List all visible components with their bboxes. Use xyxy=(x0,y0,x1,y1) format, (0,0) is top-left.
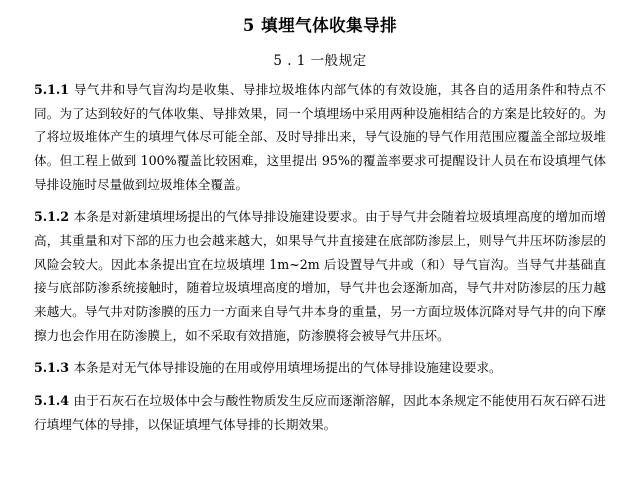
paragraph-5-1-4 xyxy=(34,389,606,436)
paragraph-text: 本条是对无气体导排设施的在用或停用填埋场提出的气体导排设施建设要求。 xyxy=(73,360,502,376)
paragraph-text: 本条是对新建填埋场提出的气体导排设施建设要求。由于导气井会随着垃圾填埋高度的增加而增高，其重量和对下部的压力也会越来越大，如果导气井直接建在底部防渗层上，则导气井压坏防渗层的风险会较大。因此本条提出宜在垃圾填埋 1m~2m 后设置导气井或（和）导气盲沟。当导气井基础直接与底部防渗系统接触时，随着垃圾填埋高度的增加，导气井也会逐渐加高，导气井对防渗层的压力越来越大。导气井对防渗膜的压力一方面来自导气井本身的重量，另一方面垃圾体沉降对导气井的向下摩擦力也会作用在防渗膜上，如不采取有效措施，防渗膜将会被导气井压坏。 xyxy=(34,209,606,343)
paragraph-5-1-1 xyxy=(34,78,606,196)
paragraph-text: 由于石灰石在垃圾体中会与酸性物质发生反应而逐渐溶解，因此本条规定不能使用石灰石碎石进行填埋气体的导排，以保证填埋气体导排的长期效果。 xyxy=(34,393,606,432)
paragraph-5-1-3 xyxy=(34,356,606,380)
chapter-title: 5 填埋气体收集导排 xyxy=(242,16,398,35)
paragraph-number: 5.1.2 xyxy=(34,209,74,225)
paragraph-5-1-2 xyxy=(34,205,606,347)
paragraph-number: 5.1.1 xyxy=(34,82,74,98)
section-title: 5 . 1 一般规定 xyxy=(273,53,367,70)
paragraph-number: 5.1.4 xyxy=(34,393,74,409)
paragraph-number: 5.1.3 xyxy=(34,360,74,376)
paragraph-text: 导气井和导气盲沟均是收集、导排垃圾堆体内部气体的有效设施，其各自的适用条件和特点不同。为了达到较好的气体收集、导排效果，同一个填埋场中采用两种设施相结合的方案是比较好的。为了将垃圾堆体产生的填埋气体尽可能全部、及时导排出来，导气设施的导气作用范围应覆盖全部垃圾堆体。但工程上做到 100%覆盖比较困难，这里提出 95%的覆盖率要求可提醒设计人员在布设填埋气体导排设施时尽量做到垃圾堆体全覆盖。 xyxy=(34,82,606,192)
